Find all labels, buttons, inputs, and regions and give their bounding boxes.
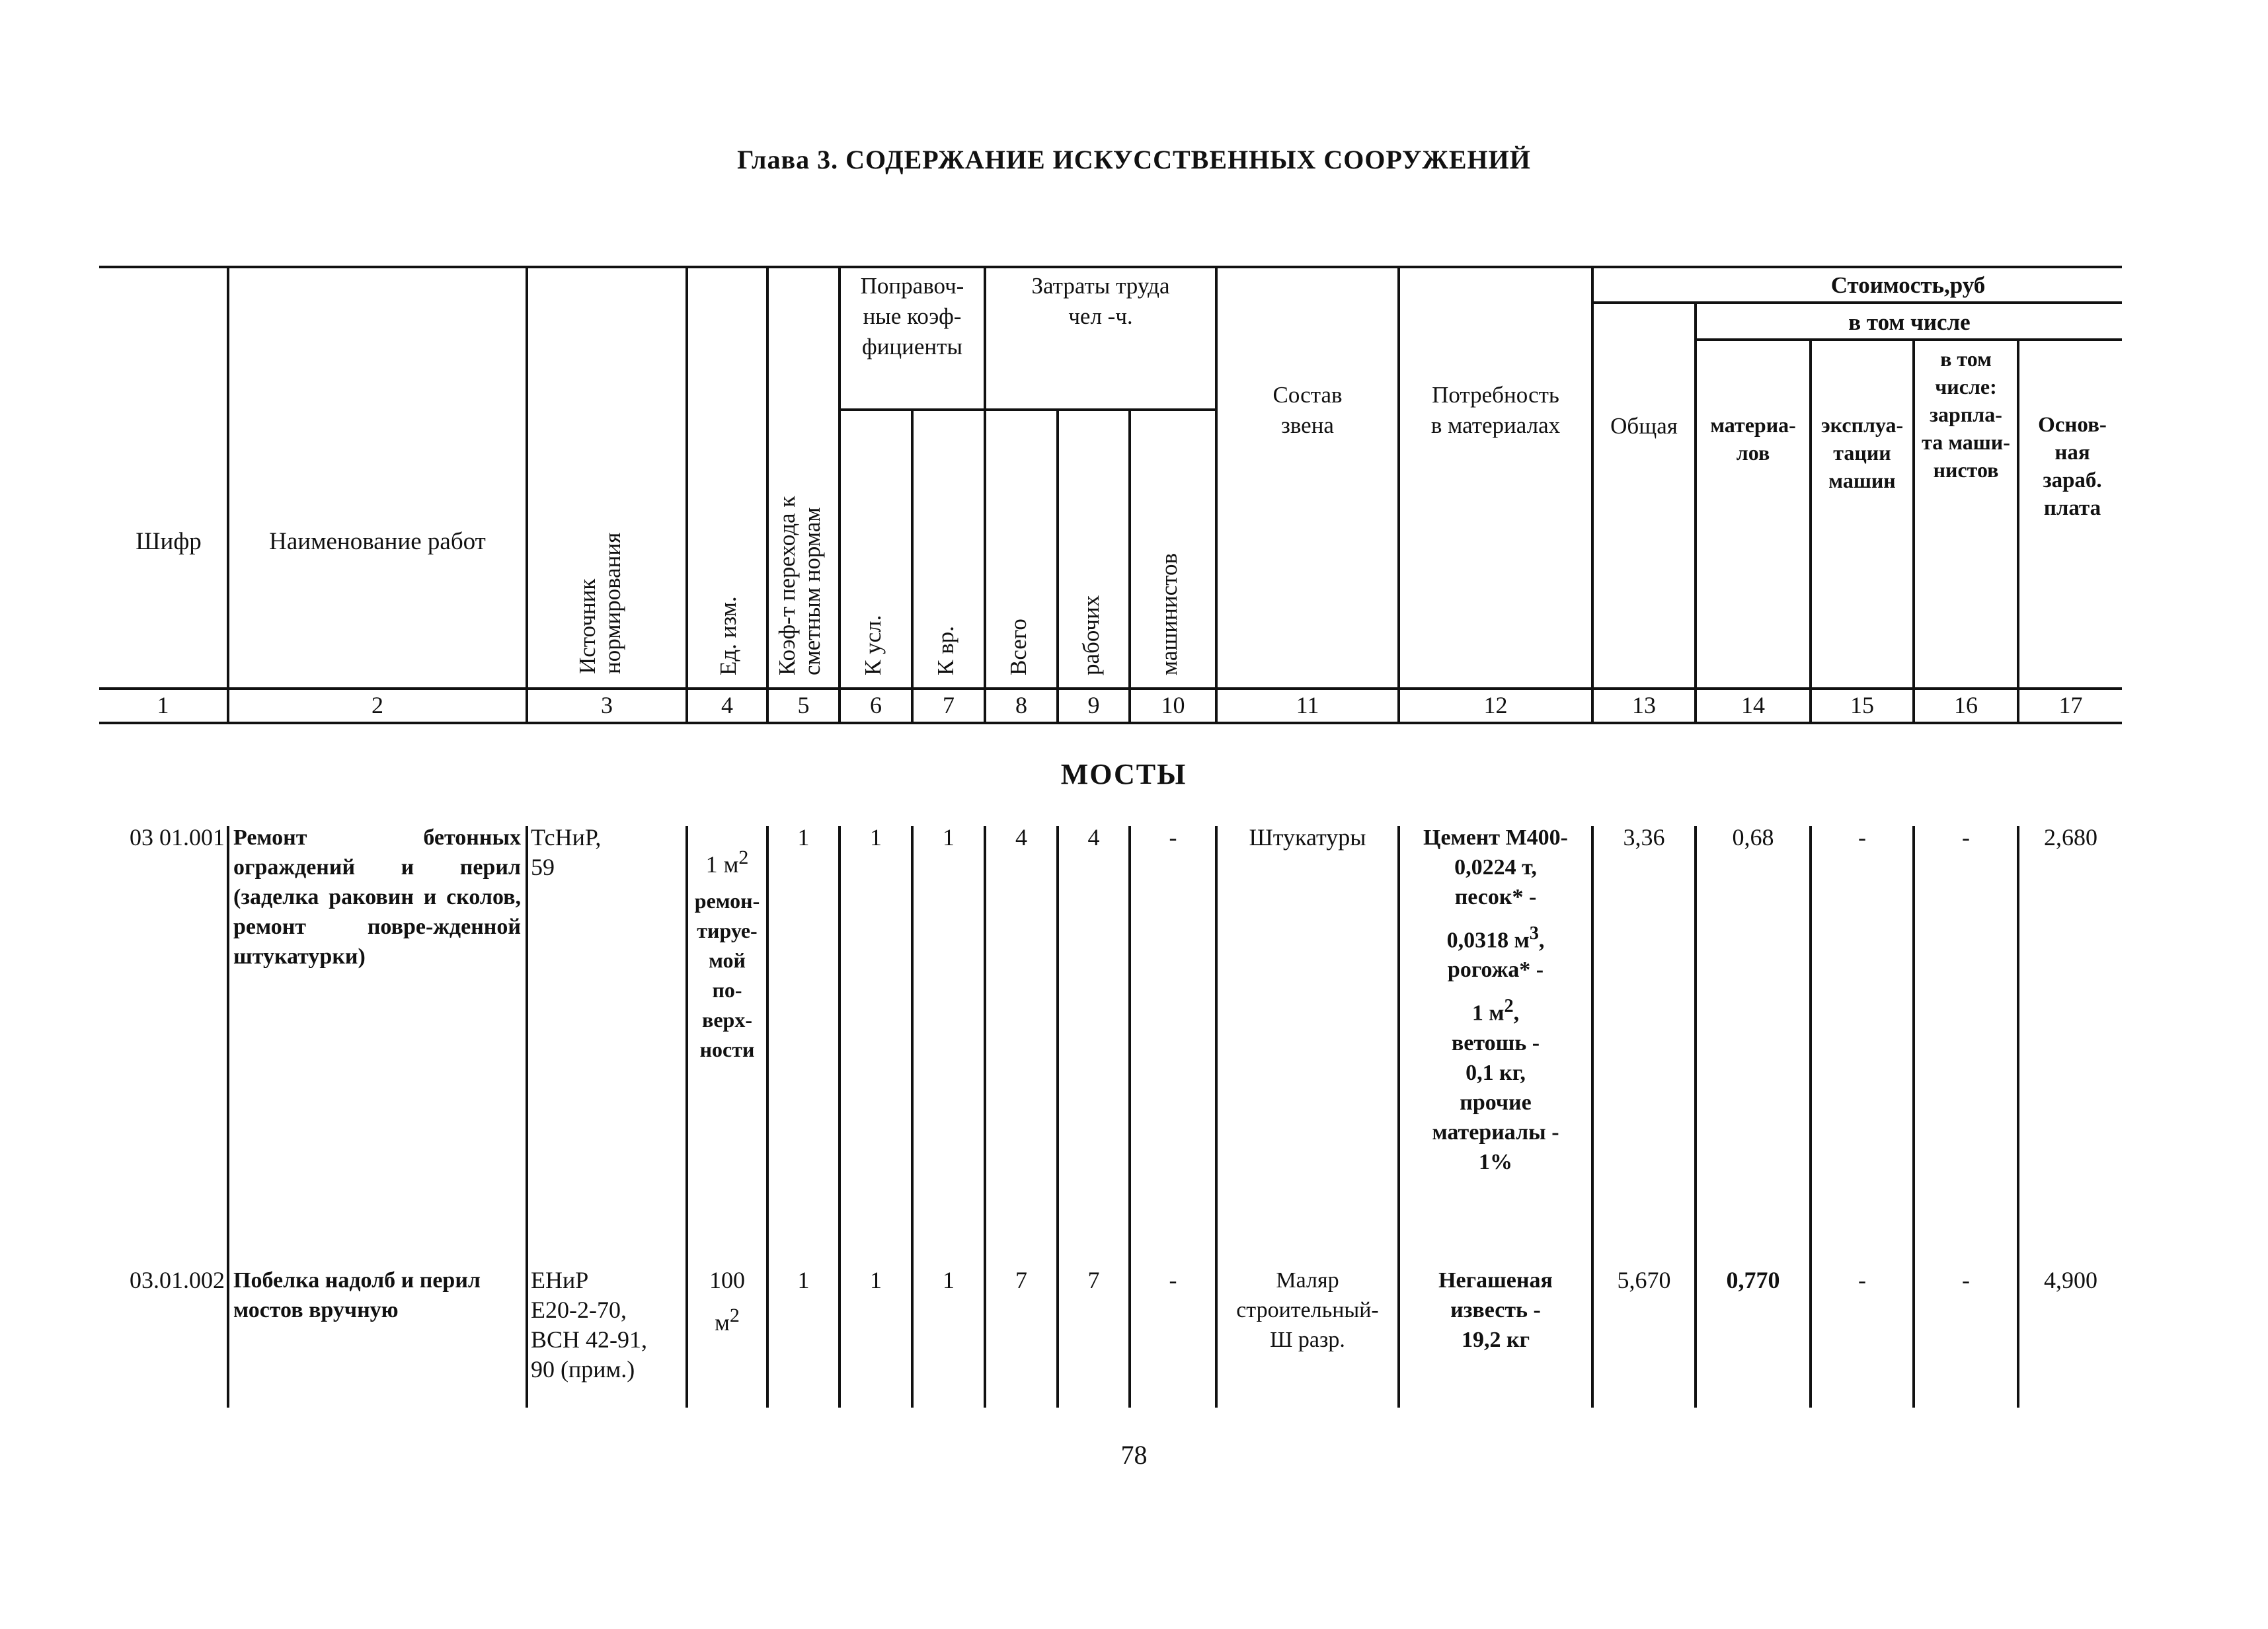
header-k-usl: К усл. <box>860 615 886 675</box>
header-unit: Ед. изм. <box>715 596 741 675</box>
row-sostav: Штукатуры <box>1249 824 1366 851</box>
row-koef: 1 <box>797 1267 810 1293</box>
column-number: 12 <box>1483 692 1508 718</box>
row-code: 03.01.002 <box>130 1267 225 1293</box>
row-source: ЕНиР Е20-2-70, ВСН 42-91, 90 (прим.) <box>531 1267 648 1383</box>
column-number: 7 <box>943 692 955 718</box>
header-shifr: Шифр <box>136 528 202 555</box>
header-sostav: Состав звена <box>1272 382 1343 438</box>
row-mashinistov: - <box>1169 1267 1177 1293</box>
column-number: 1 <box>157 692 169 718</box>
header-ekspluatacii: эксплуа- тации машин <box>1820 413 1904 492</box>
column-number: 15 <box>1850 692 1874 718</box>
header-zatraty: Затраты труда чел -ч. <box>1031 273 1170 329</box>
row-osnovnaya: 4,900 <box>2044 1267 2097 1293</box>
row-materialov: 0,68 <box>1732 824 1774 851</box>
column-number: 13 <box>1632 692 1656 718</box>
row-koef: 1 <box>797 824 810 851</box>
row-k-usl: 1 <box>870 824 882 851</box>
column-number: 14 <box>1741 692 1765 718</box>
row-vsego: 4 <box>1015 824 1027 851</box>
header-obshaya: Общая <box>1610 413 1678 439</box>
column-number: 11 <box>1296 692 1319 718</box>
row-osnovnaya: 2,680 <box>2044 824 2097 851</box>
header-k-vr: К вр. <box>933 626 958 675</box>
row-zarplata: - <box>1962 824 1970 851</box>
row-unit: 100 $м^2$ <box>709 1267 745 1336</box>
row-obshaya: 5,670 <box>1617 1267 1671 1293</box>
row-sostav: Маляр строительный- Ш разр. <box>1236 1268 1379 1352</box>
header-koef: Коэф-т перехода к сметным нормам <box>774 496 825 675</box>
row-unit: 1 $м^2$ ремон- тируе- мой по- верх- ности <box>694 847 760 1061</box>
row-materialov: 0,770 <box>1726 1267 1780 1293</box>
row-code: 03 01.001 <box>130 824 225 851</box>
header-osnovnaya: Основ- ная зараб. плата <box>2038 413 2107 520</box>
column-number: 4 <box>721 692 733 718</box>
row-obshaya: 3,36 <box>1623 824 1665 851</box>
row-rabochih: 4 <box>1087 824 1100 851</box>
row-vsego: 7 <box>1015 1267 1027 1293</box>
column-number: 5 <box>797 692 810 718</box>
header-popr: Поправоч- ные коэф- фициенты <box>860 273 964 360</box>
header-v-tom-chisle: в том числе <box>1848 309 1971 335</box>
row-ekspluatacii: - <box>1858 824 1866 851</box>
column-number: 2 <box>371 692 383 718</box>
row-mashinistov: - <box>1169 824 1177 851</box>
header-source: Источник нормирования <box>574 532 625 674</box>
header-name: Наименование работ <box>269 528 486 555</box>
column-number: 17 <box>2058 692 2083 718</box>
page-number: 78 <box>1120 1440 1148 1470</box>
row-ekspluatacii: - <box>1858 1267 1866 1293</box>
header-stoimost: Стоимость,руб <box>1830 272 1986 298</box>
column-number: 16 <box>1954 692 1978 718</box>
row-k-vr: 1 <box>943 1267 955 1293</box>
row-work-name: Побелка надолб и перил мостов вручную <box>233 1268 481 1322</box>
section-title: МОСТЫ <box>1060 758 1187 790</box>
header-zarplata: в том числе: зарпла- та маши- нистов <box>1922 347 2010 482</box>
header-rabochih: рабочих <box>1078 595 1104 675</box>
header-mashinistov: машинистов <box>1156 553 1182 675</box>
row-materials: Негашеная известь - 19,2 кг <box>1438 1268 1553 1352</box>
column-number: 10 <box>1161 692 1185 718</box>
row-k-usl: 1 <box>870 1267 882 1293</box>
column-number: 6 <box>870 692 882 718</box>
header-materialov: материа- лов <box>1710 413 1796 465</box>
chapter-title: Глава 3. СОДЕРЖАНИЕ ИСКУССТВЕННЫХ СООРУЖЕНИЙ <box>737 145 1531 174</box>
row-materials: Цемент М400- 0,0224 т, песок* - 0,0318 $м^3$, рогожа* - 1 $м^2$, ветошь - 0,1 кг, прочие материалы - 1% <box>1423 825 1568 1174</box>
row-rabochih: 7 <box>1087 1267 1100 1293</box>
column-number: 8 <box>1015 692 1027 718</box>
column-number: 3 <box>601 692 613 718</box>
header-vsego: Всего <box>1005 619 1031 675</box>
column-number: 9 <box>1087 692 1100 718</box>
row-work-name: Ремонт бетонных ограждений и перил (заделка раковин и сколов, ремонт повре-жденной штукатурки) <box>233 825 521 969</box>
row-zarplata: - <box>1962 1267 1970 1293</box>
row-source: ТсНиР, 59 <box>531 824 602 880</box>
row-k-vr: 1 <box>943 824 955 851</box>
header-potrebnost: Потребность в материалах <box>1430 382 1561 438</box>
